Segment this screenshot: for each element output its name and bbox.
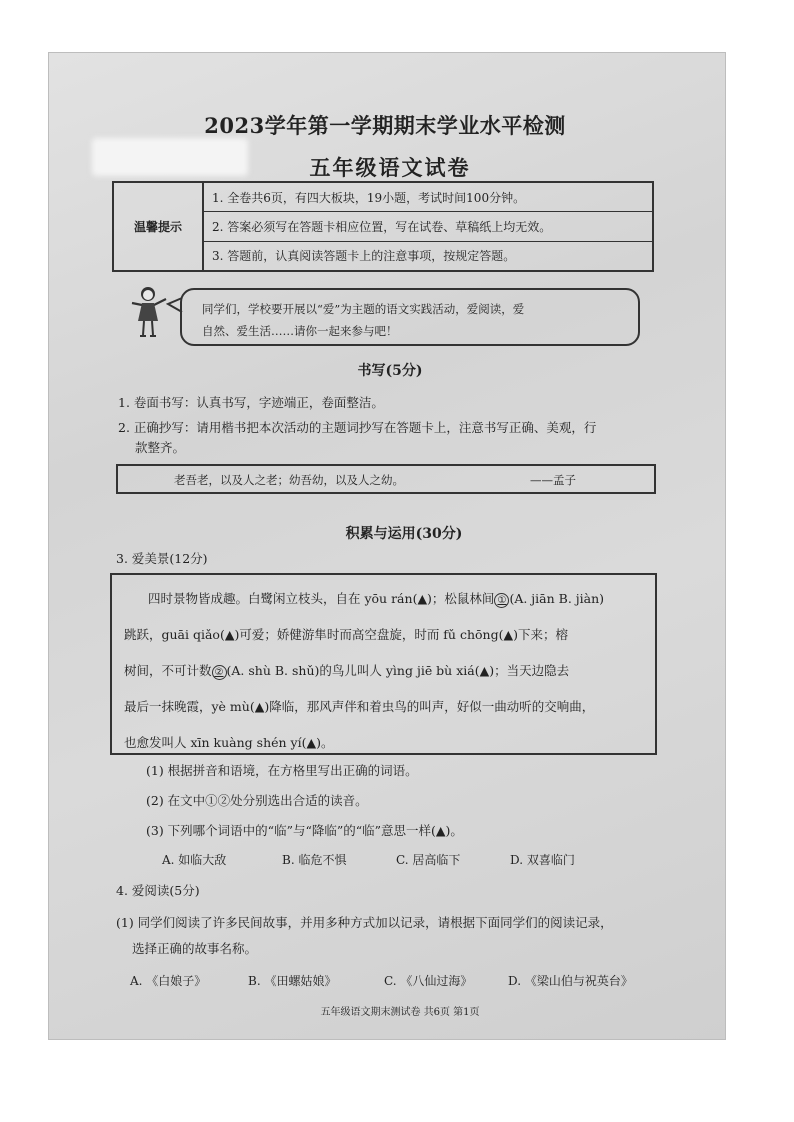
- option-d: D. 《梁山伯与祝英台》: [508, 974, 633, 988]
- intro-line-2: 自然、爱生活……请你一起来参与吧！: [202, 324, 398, 338]
- mark-2: ②: [212, 665, 227, 680]
- writing-q2-line1: 2. 正确抄写：请用楷书把本次活动的主题词抄写在答题卡上，注意书写正确、美观，行: [118, 420, 597, 435]
- passage-line-5: 也愈发叫人 xīn kuàng shén yí(▲)。: [124, 735, 334, 750]
- option-b: B. 临危不惧: [282, 853, 347, 867]
- passage-line-2: 跳跃，guāi qiǎo(▲)可爱；娇健游隼时而高空盘旋，时而 fǔ chōng(▲)下来；榕: [124, 627, 568, 642]
- speech-bubble: [180, 288, 640, 346]
- passage-text: (A. jiān B. jiàn): [509, 591, 605, 606]
- option-a: A. 《白娘子》: [130, 974, 207, 988]
- mark-1: ①: [494, 593, 509, 608]
- quote-text: 老吾老，以及人之老；幼吾幼，以及人之幼。: [174, 473, 404, 487]
- option-b: B. 《田螺姑娘》: [248, 974, 337, 988]
- q4-line1: (1) 同学们阅读了许多民间故事，并用多种方式加以记录，请根据下面同学们的阅读记录，: [116, 915, 613, 930]
- quote-box: [116, 464, 656, 494]
- accumulation-section-title: 积累与运用(30分): [345, 526, 463, 542]
- tips-label: 温馨提示: [114, 183, 204, 270]
- q4-line2: 选择正确的故事名称。: [132, 941, 258, 956]
- passage-box: [110, 573, 657, 755]
- option-a: A. 如临大敌: [162, 853, 227, 867]
- page-footer: 五年级语文期末测试卷 共6页 第1页: [320, 1007, 480, 1018]
- passage-text: (A. shù B. shǔ)的鸟儿叫人 yìng jiē bù xiá(▲)；当天边隐去: [226, 663, 570, 678]
- tips-list: [204, 183, 652, 270]
- blurred-school-name: [92, 138, 248, 176]
- q3-sub1: (1) 根据拼音和语境，在方格里写出正确的词语。: [146, 763, 418, 778]
- q3-sub3: (3) 下列哪个词语中的“临”与“降临”的“临”意思一样(▲)。: [146, 823, 463, 838]
- passage-line-3: [124, 653, 647, 689]
- passage-line-4: 最后一抹晚霞，yè mù(▲)降临，那风声伴和着虫鸟的叫声，好似一曲动听的交响曲，: [124, 699, 595, 714]
- intro-line-1: 同学们，学校要开展以“爱”为主题的语文实践活动，爱阅读，爱: [202, 302, 525, 316]
- q3-sub2: (2) 在文中①②处分别选出合适的读音。: [146, 793, 368, 808]
- tips-item: 2. 答案必须写在答题卡相应位置，写在试卷、草稿纸上均无效。: [204, 212, 652, 241]
- tips-table: [112, 181, 654, 272]
- tips-item: 1. 全卷共6页，有四大板块，19小题，考试时间100分钟。: [204, 183, 652, 212]
- passage-text: 四时景物皆成趣。白鹭闲立枝头，自在 yōu rán(▲)；松鼠林间: [148, 591, 495, 606]
- q4-title: 4. 爱阅读(5分): [116, 883, 200, 898]
- option-c: C. 居高临下: [396, 853, 461, 867]
- writing-q2-line2: 款整齐。: [135, 440, 186, 455]
- q3-title: 3. 爱美景(12分): [116, 551, 208, 566]
- quote-author: ——孟子: [530, 473, 576, 487]
- exam-subtitle: 五年级语文试卷: [309, 155, 471, 180]
- tips-item: 3. 答题前，认真阅读答题卡上的注意事项，按规定答题。: [212, 249, 516, 264]
- option-d: D. 双喜临门: [510, 853, 575, 867]
- exam-title: 2023学年第一学期期末学业水平检测: [204, 113, 566, 138]
- writing-section-title: 书写(5分): [357, 363, 423, 379]
- option-c: C. 《八仙过海》: [384, 974, 473, 988]
- passage-text: 树间，不可计数: [124, 663, 212, 678]
- writing-q1: 1. 卷面书写：认真书写，字迹端正，卷面整洁。: [118, 395, 384, 410]
- passage-line-1: [124, 581, 647, 617]
